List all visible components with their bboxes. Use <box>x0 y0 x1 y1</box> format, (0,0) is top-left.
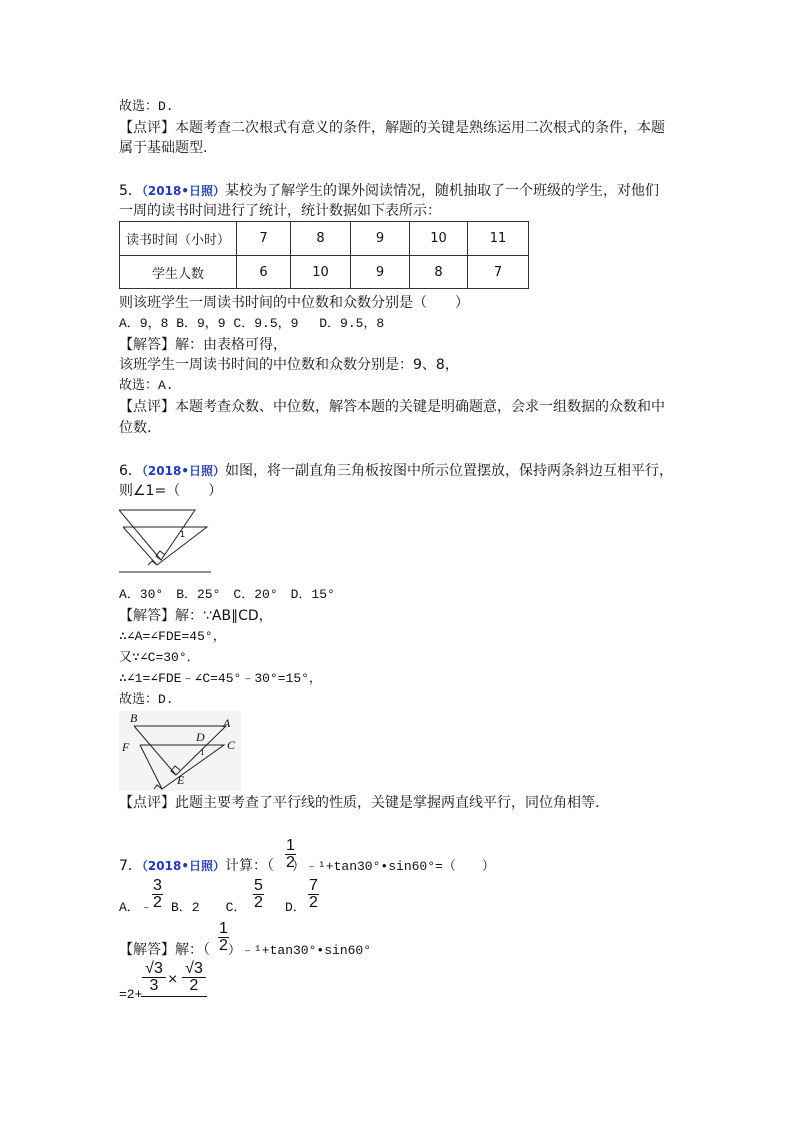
q6-triangle-figure <box>119 507 211 575</box>
figure-label-d: D <box>196 730 205 744</box>
q5-comment-cont: 位数. <box>119 420 152 436</box>
fraction-numerator: 5 <box>254 877 263 894</box>
comment-line: 【点评】本题考查二次根式有意义的条件，解题的关键是熟练运用二次根式的条件，本题 <box>119 120 665 136</box>
fraction-denominator: 2 <box>254 894 263 911</box>
q7-answer-post: ）﹣¹+tan30°•sin60° <box>228 943 372 958</box>
q7-option-b: B．2 C． <box>171 900 247 915</box>
q7-answer <box>119 937 372 961</box>
q5-stem <box>119 181 659 201</box>
comment-line-cont: 属于基础题型. <box>119 140 208 156</box>
fraction-denominator: 2 <box>189 977 199 994</box>
table-row-header: 读书时间（小时） <box>120 222 237 256</box>
figure-label-e: E <box>177 773 185 787</box>
q7-fraction <box>285 838 296 871</box>
q5-source: （2018•日照） <box>141 184 225 198</box>
q5-number: 5． <box>119 183 142 199</box>
q7-stem-pre: 计算：（ <box>225 858 274 874</box>
fraction-numerator: 1 <box>219 920 228 937</box>
q6-comment: 【点评】此题主要考查了平行线的性质，关键是掌握两直线平行，同位角相等. <box>119 795 600 811</box>
q6-stem <box>119 461 673 481</box>
table-cell: 6 <box>237 256 291 289</box>
q6-labeled-figure <box>119 711 241 791</box>
table-row-header: 学生人数 <box>120 256 237 289</box>
table-cell: 9 <box>351 256 410 289</box>
q7-last-fraction-1 <box>142 961 166 994</box>
fraction-numerator: √3 <box>142 961 166 978</box>
q5-options: A．9，8 B．9，9 C．9.5，9 D．9.5，8 <box>119 316 385 331</box>
q6-answer-step: ∴∠A=∠FDE=45°， <box>119 629 226 644</box>
table-cell: 8 <box>410 256 468 289</box>
table-cell: 11 <box>468 222 529 256</box>
q7-answer-pre: 【解答】解：（ <box>119 942 210 958</box>
fraction-denominator: 2 <box>153 894 162 911</box>
q5-question: 则该班学生一周读书时间的中位数和众数分别是（ ） <box>119 295 469 311</box>
q6-stem-text: 如图，将一副直角三角板按图中所示位置摆放，保持两条斜边互相平行， <box>225 463 673 479</box>
q6-source: （2018•日照） <box>141 464 225 478</box>
q5-stem-text: 某校为了解学生的课外阅读情况，随机抽取了一个班级的学生，对他们 <box>225 183 659 199</box>
q6-number: 6． <box>119 463 142 479</box>
fraction-numerator: √3 <box>182 961 206 978</box>
q6-stem-cont: 则∠1=（ ） <box>119 483 223 499</box>
fraction-denominator: 3 <box>149 977 159 994</box>
q7-source: （2018•日照） <box>141 859 225 873</box>
q7-last-prefix: =2+ <box>119 987 143 1002</box>
q7-option-a-fraction <box>152 878 163 911</box>
fraction-denominator: 2 <box>309 894 318 911</box>
answer-line: 故选：D. <box>119 99 174 114</box>
figure-label-angle1: 1 <box>200 747 205 757</box>
q5-answer: 【解答】解：由表格可得， <box>119 337 287 353</box>
expression-underline <box>141 996 207 997</box>
q5-answer-choice: 故选：A. <box>119 378 174 393</box>
fraction-numerator: 3 <box>153 877 162 894</box>
q7-last-fraction-2 <box>182 961 206 994</box>
q7-stem <box>119 856 495 877</box>
fraction-denominator: 2 <box>219 937 228 954</box>
q7-option-a: A．﹣ <box>119 900 153 915</box>
figure-angle-label: 1 <box>180 530 186 539</box>
table-cell: 9 <box>351 222 410 256</box>
q6-answer-step: ∴∠1=∠FDE﹣∠C=45°﹣30°=15°， <box>119 671 322 686</box>
q7-stem-post: ）﹣¹+tan30°•sin60°=（ ） <box>292 859 495 874</box>
q5-data-table <box>119 221 529 289</box>
q5-answer-line: 该班学生一周读书时间的中位数和众数分别是：9、8， <box>119 357 459 373</box>
table-cell: 7 <box>237 222 291 256</box>
fraction-numerator: 1 <box>286 837 295 854</box>
q6-options: A．30° B．25° C．20° D．15° <box>119 587 335 602</box>
q7-times-sign: × <box>168 971 178 988</box>
q6-answer: 【解答】解：∵AB∥CD， <box>119 608 273 624</box>
q7-number: 7． <box>119 858 142 874</box>
q7-answer-fraction <box>218 921 229 954</box>
q7-option-c-fraction <box>253 878 264 911</box>
q7-option-d: D． <box>285 900 306 915</box>
table-cell: 7 <box>468 256 529 289</box>
q5-stem-cont: 一周的读书时间进行了统计，统计数据如下表所示： <box>119 203 441 219</box>
figure-label-c: C <box>227 738 236 752</box>
q6-answer-step: 又∵∠C=30°． <box>119 650 200 665</box>
figure-label-f: F <box>122 740 130 754</box>
figure-label-b: B <box>130 711 138 725</box>
q5-comment: 【点评】本题考查众数、中位数，解答本题的关键是明确题意，会求一组数据的众数和中 <box>119 399 665 415</box>
table-cell: 10 <box>410 222 468 256</box>
figure-label-a: A <box>223 716 231 730</box>
table-cell: 10 <box>291 256 351 289</box>
fraction-numerator: 7 <box>309 877 318 894</box>
fraction-denominator: 2 <box>286 854 295 871</box>
q6-answer-choice: 故选：D. <box>119 692 174 707</box>
q7-option-d-fraction <box>308 878 319 911</box>
table-cell: 8 <box>291 222 351 256</box>
